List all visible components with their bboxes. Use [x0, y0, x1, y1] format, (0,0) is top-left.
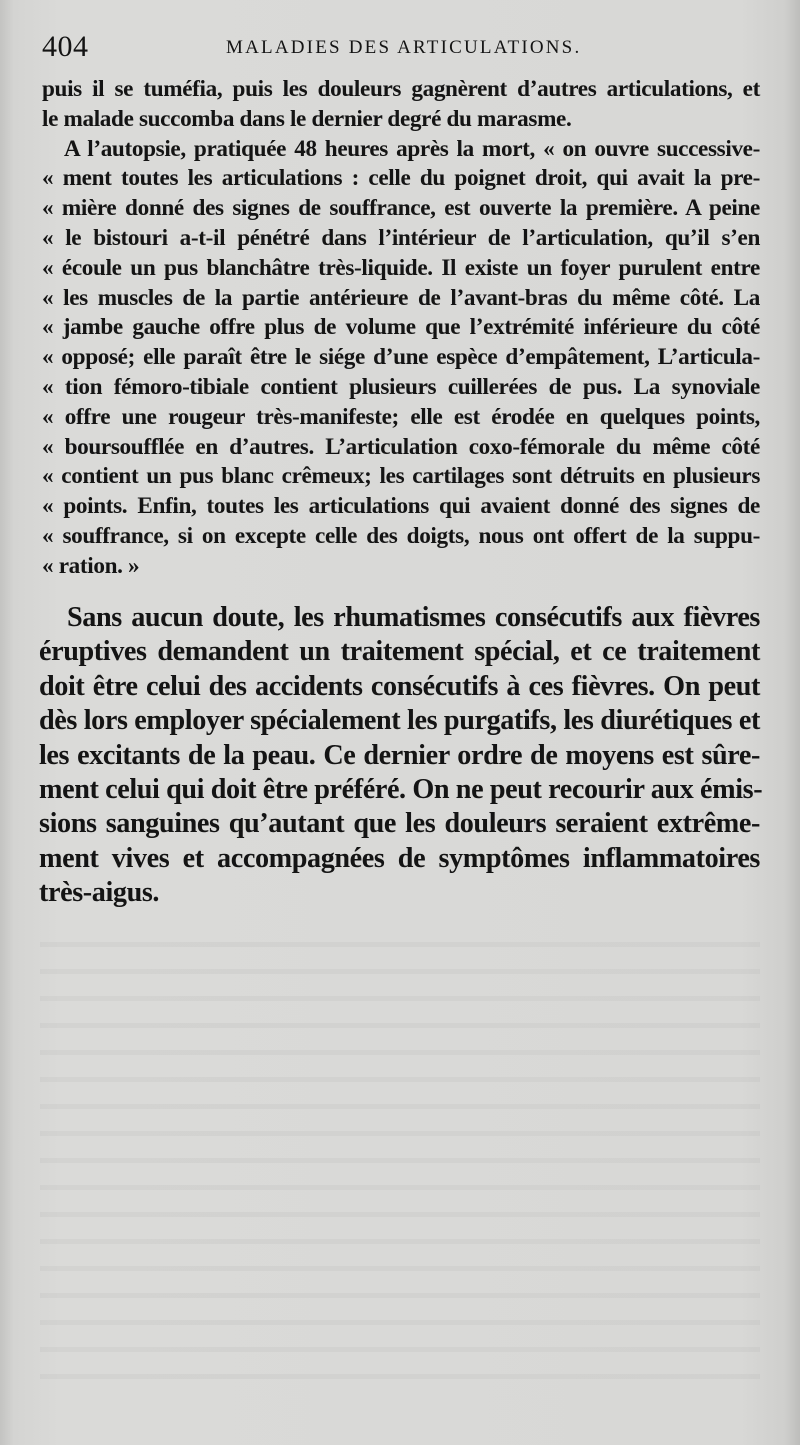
text-line: « les muscles de la partie antérieure de l’avant-bras du même côté. La [42, 284, 760, 311]
text-line: « tion fémoro-tibiale contient plusieurs cuillerées de pus. La synoviale [42, 373, 760, 400]
text-line: « boursoufflée en d’autres. L’articulation coxo-fémorale du même côté [42, 433, 760, 460]
text-line: « contient un pus blanc crêmeux; les cartilages sont détruits en plusieurs [42, 463, 760, 490]
text-line: « mière donné des signes de souffrance, est ouverte la première. A peine [42, 195, 760, 222]
text-line: le malade succomba dans le dernier degré du marasme. [42, 105, 572, 132]
text-line: « le bistouri a-t-il pénétré dans l’intérieur de l’articulation, qu’il s’en [42, 224, 760, 251]
text-line: A l’autopsie, pratiquée 48 heures après la mort, « on ouvre successive- [64, 135, 760, 162]
large-text-block [39, 601, 763, 911]
text-line: éruptives demandent un traitement spécial, et ce traitement [39, 636, 760, 668]
text-line: « offre une rougeur très-manifeste; elle est érodée en quelques points, [42, 403, 760, 430]
text-line: « souffrance, si on excepte celle des doigts, nous ont offert de la suppu- [42, 522, 760, 549]
text-line: doit être celui des accidents consécutifs à ces fièvres. On peut [39, 670, 760, 702]
text-line: les excitants de la peau. Ce dernier ordre de moyens est sûre- [39, 739, 760, 771]
text-line: ment vives et accompagnées de symptômes inflammatoires [39, 842, 760, 874]
text-line: très-aigus. [39, 877, 160, 909]
text-line: « opposé; elle paraît être le siége d’une espèce d’empâtement, L’articula- [42, 344, 760, 371]
text-line: dès lors employer spécialement les purgatifs, les diurétiques et [39, 705, 760, 737]
small-text-block [42, 75, 760, 582]
text-line: sions sanguines qu’autant que les douleurs seraient extrême- [39, 808, 760, 840]
page-number: 404 [42, 30, 89, 63]
text-line: ment celui qui doit être préféré. On ne peut recourir aux émis- [39, 774, 763, 806]
text-line: Sans aucun doute, les rhumatismes consécutifs aux fièvres [67, 602, 760, 633]
text-line: « ration. » [42, 552, 140, 579]
running-title: MALADIES DES ARTICULATIONS. [226, 37, 582, 58]
text-line: « points. Enfin, toutes les articulations qui avaient donné des signes de [42, 493, 760, 520]
page-header [42, 26, 760, 66]
text-line: puis il se tuméfia, puis les douleurs gagnèrent d’autres articulations, et [42, 76, 760, 102]
show-through-texture [40, 920, 760, 1400]
text-line: « jambe gauche offre plus de volume que l’extrémité inférieure du côté [42, 314, 760, 341]
text-line: « écoule un pus blanchâtre très-liquide. Il existe un foyer purulent entre [42, 254, 760, 281]
text-line: « ment toutes les articulations : celle du poignet droit, qui avait la pre- [42, 165, 760, 192]
